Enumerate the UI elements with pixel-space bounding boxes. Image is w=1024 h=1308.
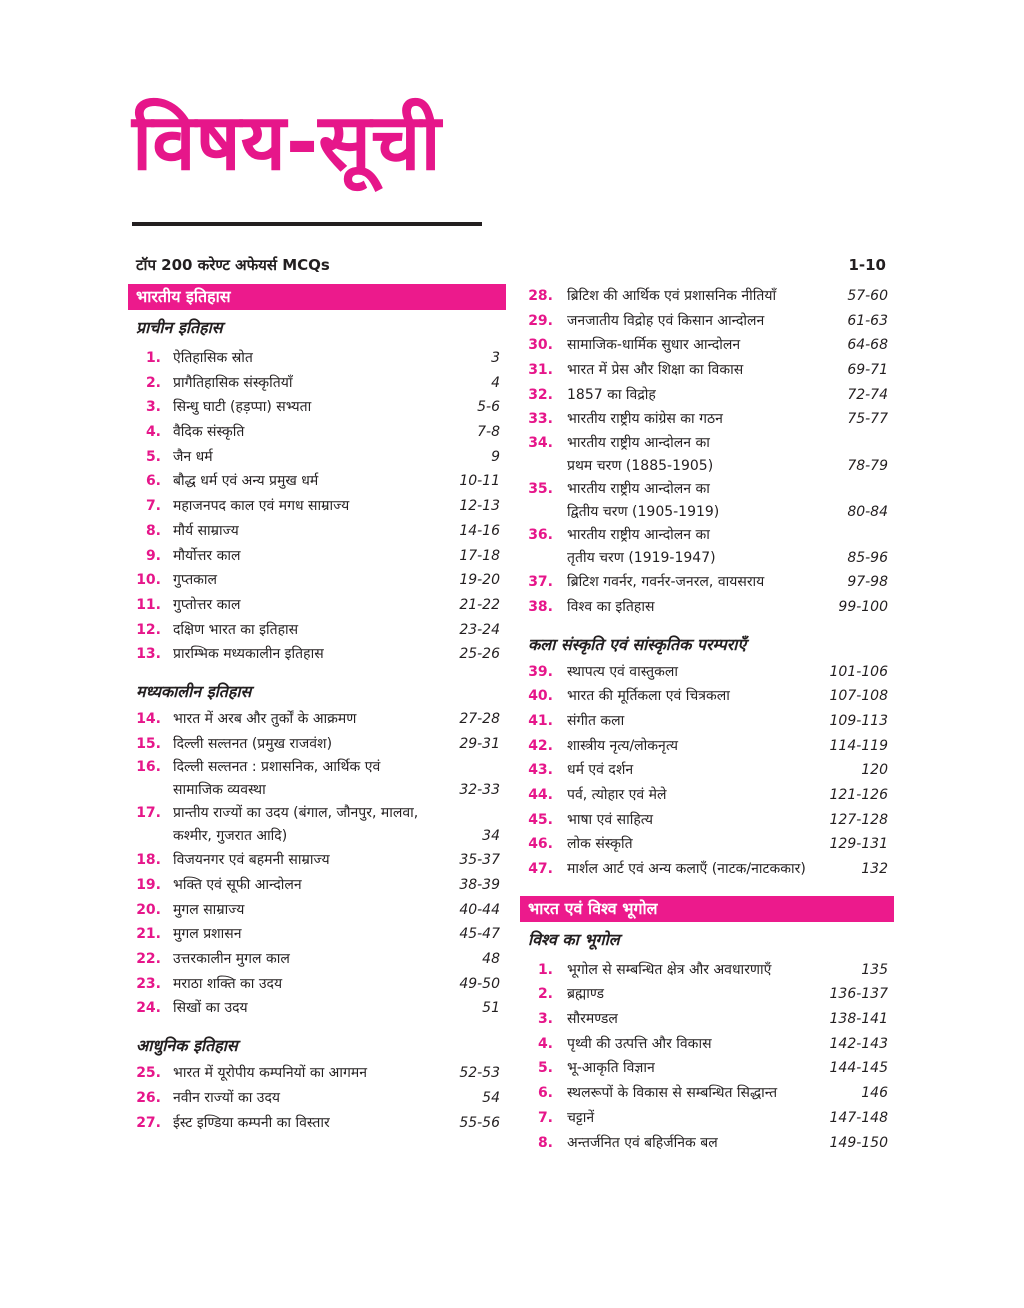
entry-pages: 51 xyxy=(482,1000,500,1017)
entry-pages: 14-16 xyxy=(459,522,500,539)
entry-number: 4. xyxy=(145,424,161,441)
entry-pages: 136-137 xyxy=(829,986,888,1003)
toc-entry xyxy=(128,732,506,757)
entry-number: 33. xyxy=(528,411,553,428)
entry-number: 16. xyxy=(136,759,161,776)
entry-pages: 12-13 xyxy=(459,498,500,515)
entry-pages: 101-106 xyxy=(829,663,888,680)
entry-pages: 107-108 xyxy=(829,688,888,705)
entry-pages: 34 xyxy=(482,828,500,845)
entry-list-culture xyxy=(520,660,894,882)
entry-list-modern-continued xyxy=(520,284,894,620)
entry-number: 24. xyxy=(136,1000,161,1017)
section-bar-geography: भारत एवं विश्व भूगोल xyxy=(520,896,894,922)
entry-title: भारत में प्रेस और शिक्षा का विकास xyxy=(567,362,744,379)
entry-pages: 99-100 xyxy=(838,598,888,615)
entry-number: 22. xyxy=(136,951,161,968)
group-heading-ancient: प्राचीन इतिहास xyxy=(136,318,223,337)
entry-pages: 21-22 xyxy=(459,596,500,613)
toc-entry xyxy=(128,618,506,643)
entry-pages: 48 xyxy=(482,951,500,968)
entry-number: 1. xyxy=(145,350,161,366)
entry-pages: 45-47 xyxy=(459,926,500,943)
entry-pages: 7-8 xyxy=(477,424,500,441)
entry-title: चट्टानें xyxy=(567,1109,595,1126)
group-heading-world-geography: विश्व का भूगोल xyxy=(528,929,620,949)
entry-number: 6. xyxy=(537,1085,553,1102)
entry-number: 6. xyxy=(145,473,161,490)
title-underline xyxy=(132,222,482,226)
entry-number: 30. xyxy=(528,337,553,354)
entry-title: भक्ति एवं सूफी आन्दोलन xyxy=(173,877,302,893)
entry-number: 7. xyxy=(537,1109,553,1126)
toc-entry xyxy=(128,494,506,519)
entry-number: 38. xyxy=(528,598,553,615)
entry-number: 2. xyxy=(537,986,553,1003)
toc-entry xyxy=(128,346,506,371)
entry-number: 40. xyxy=(528,688,553,705)
entry-number: 19. xyxy=(136,877,161,893)
toc-entry xyxy=(520,660,894,685)
entry-pages: 97-98 xyxy=(847,574,888,591)
entry-number: 32. xyxy=(528,386,553,403)
entry-pages: 49-50 xyxy=(459,975,500,992)
toc-entry xyxy=(128,972,506,997)
toc-entry xyxy=(128,519,506,544)
toc-entry xyxy=(128,1086,506,1111)
toc-entry xyxy=(520,432,894,478)
entry-pages: 75-77 xyxy=(847,411,888,428)
entry-pages: 121-126 xyxy=(829,786,888,803)
entry-title: बौद्ध धर्म एवं अन्य प्रमुख धर्म xyxy=(173,473,319,490)
entry-title: सिखों का उदय xyxy=(173,1000,248,1017)
toc-entry xyxy=(128,568,506,593)
toc-entry xyxy=(128,947,506,972)
entry-title: प्रागैतिहासिक संस्कृतियाँ xyxy=(173,374,293,391)
entry-pages: 80-84 xyxy=(847,504,888,521)
entry-title-continued: सामाजिक व्यवस्था xyxy=(173,782,266,799)
toc-entry xyxy=(520,595,894,620)
entry-number: 3. xyxy=(145,399,161,416)
entry-title: भारत में यूरोपीय कम्पनियों का आगमन xyxy=(173,1065,367,1082)
entry-number: 13. xyxy=(136,646,161,663)
entry-title: उत्तरकालीन मुगल काल xyxy=(173,951,290,968)
toc-entry xyxy=(520,734,894,759)
entry-pages: 78-79 xyxy=(847,458,888,475)
entry-title: ऐतिहासिक स्रोत xyxy=(173,350,253,366)
entry-pages: 85-96 xyxy=(847,550,888,567)
entry-pages: 144-145 xyxy=(829,1060,888,1077)
entry-title: ईस्ट इण्डिया कम्पनी का विस्तार xyxy=(173,1114,330,1131)
left-column xyxy=(128,284,506,1135)
toc-entry xyxy=(520,358,894,383)
toc-entry xyxy=(520,1056,894,1081)
toc-entry xyxy=(128,371,506,396)
entry-title: जैन धर्म xyxy=(173,448,213,465)
entry-pages: 57-60 xyxy=(847,288,888,304)
entry-number: 25. xyxy=(136,1065,161,1082)
entry-title: 1857 का विद्रोह xyxy=(567,386,656,403)
entry-list-medieval xyxy=(128,707,506,1021)
toc-entry xyxy=(520,1081,894,1106)
toc-entry xyxy=(128,593,506,618)
entry-title: महाजनपद काल एवं मगध साम्राज्य xyxy=(173,498,350,515)
entry-number: 36. xyxy=(528,527,553,544)
entry-pages: 61-63 xyxy=(847,312,888,329)
group-heading-culture: कला संस्कृति एवं सांस्कृतिक परम्पराएँ xyxy=(528,634,747,654)
entry-title: सिन्धु घाटी (हड़प्पा) सभ्यता xyxy=(173,399,312,416)
toc-entry xyxy=(520,284,894,309)
toc-entry xyxy=(128,873,506,898)
entry-number: 10. xyxy=(136,572,161,589)
top-item-pages: 1-10 xyxy=(848,256,886,274)
entry-title-continued: प्रथम चरण (1885-1905) xyxy=(567,458,714,475)
entry-title: मुगल साम्राज्य xyxy=(173,901,245,918)
entry-title-continued: तृतीय चरण (1919-1947) xyxy=(567,550,716,567)
entry-title: दिल्ली सल्तनत : प्रशासनिक, आर्थिक एवं xyxy=(173,759,381,776)
entry-title: वैदिक संस्कृति xyxy=(173,424,245,441)
entry-pages: 55-56 xyxy=(459,1114,500,1131)
entry-title: जनजातीय विद्रोह एवं किसान आन्दोलन xyxy=(567,312,765,329)
entry-title: भारत में अरब और तुर्कों के आक्रमण xyxy=(173,710,357,727)
toc-entry xyxy=(520,407,894,432)
entry-pages: 72-74 xyxy=(847,386,888,403)
entry-number: 17. xyxy=(136,805,161,822)
entry-title: गुप्तकाल xyxy=(173,572,218,589)
entry-title: दिल्ली सल्तनत (प्रमुख राजवंश) xyxy=(173,735,333,752)
entry-title: ब्रह्माण्ड xyxy=(567,986,604,1003)
toc-entry xyxy=(520,333,894,358)
entry-list-ancient xyxy=(128,346,506,667)
entry-title: भू-आकृति विज्ञान xyxy=(567,1060,655,1077)
entry-number: 37. xyxy=(528,574,553,591)
toc-entry xyxy=(128,445,506,470)
entry-number: 41. xyxy=(528,712,553,729)
entry-title: मौर्य साम्राज्य xyxy=(173,522,239,539)
page-title: विषय-सूची xyxy=(132,98,441,188)
toc-entry xyxy=(520,832,894,857)
toc-entry xyxy=(128,898,506,923)
entry-pages: 10-11 xyxy=(459,473,500,490)
entry-title: विश्व का इतिहास xyxy=(567,598,655,615)
entry-number: 9. xyxy=(145,547,161,564)
entry-pages: 5-6 xyxy=(477,399,500,416)
entry-number: 42. xyxy=(528,737,553,754)
entry-number: 15. xyxy=(136,735,161,752)
entry-pages: 147-148 xyxy=(829,1109,888,1126)
entry-number: 28. xyxy=(528,288,553,304)
entry-title: प्रान्तीय राज्यों का उदय (बंगाल, जौनपुर, मालवा, xyxy=(173,805,419,822)
entry-number: 44. xyxy=(528,786,553,803)
toc-entry xyxy=(128,642,506,667)
entry-number: 11. xyxy=(136,596,161,613)
entry-pages: 149-150 xyxy=(829,1134,888,1151)
toc-entry xyxy=(520,309,894,334)
entry-pages: 40-44 xyxy=(459,901,500,918)
entry-title: लोक संस्कृति xyxy=(567,836,633,853)
entry-title: मराठा शक्ति का उदय xyxy=(173,975,283,992)
entry-title: ब्रिटिश की आर्थिक एवं प्रशासनिक नीतियाँ xyxy=(567,288,777,304)
entry-number: 47. xyxy=(528,861,553,877)
entry-number: 27. xyxy=(136,1114,161,1131)
entry-pages: 142-143 xyxy=(829,1035,888,1052)
entry-pages: 52-53 xyxy=(459,1065,500,1082)
entry-list-modern xyxy=(128,1061,506,1135)
entry-number: 21. xyxy=(136,926,161,943)
entry-title: दक्षिण भारत का इतिहास xyxy=(173,621,299,638)
entry-number: 8. xyxy=(537,1134,553,1151)
right-column xyxy=(520,284,894,1155)
entry-number: 14. xyxy=(136,710,161,727)
toc-entry xyxy=(520,684,894,709)
toc-entry xyxy=(128,420,506,445)
entry-pages: 35-37 xyxy=(459,852,500,869)
entry-title: भाषा एवं साहित्य xyxy=(567,811,653,828)
toc-entry xyxy=(128,756,506,802)
toc-entry xyxy=(520,1131,894,1156)
entry-number: 18. xyxy=(136,852,161,869)
toc-entry xyxy=(520,383,894,408)
toc-entry xyxy=(520,524,894,570)
entry-pages: 17-18 xyxy=(459,547,500,564)
entry-number: 8. xyxy=(145,522,161,539)
entry-title: भूगोल से सम्बन्धित क्षेत्र और अवधारणाएँ xyxy=(567,961,772,978)
entry-pages: 138-141 xyxy=(829,1011,888,1028)
entry-number: 4. xyxy=(537,1035,553,1052)
entry-number: 5. xyxy=(537,1060,553,1077)
toc-entry xyxy=(520,1032,894,1057)
entry-pages: 69-71 xyxy=(847,362,888,379)
top-item-label: टॉप 200 करेण्ट अफेयर्स MCQs xyxy=(136,256,330,274)
entry-pages: 64-68 xyxy=(847,337,888,354)
entry-title: सामाजिक-धार्मिक सुधार आन्दोलन xyxy=(567,337,741,354)
entry-title: मौर्योत्तर काल xyxy=(173,547,241,564)
entry-pages: 25-26 xyxy=(459,646,500,663)
entry-number: 29. xyxy=(528,312,553,329)
entry-pages: 23-24 xyxy=(459,621,500,638)
toc-entry xyxy=(128,395,506,420)
entry-number: 7. xyxy=(145,498,161,515)
entry-title: पर्व, त्योहार एवं मेले xyxy=(567,786,667,803)
toc-entry xyxy=(520,982,894,1007)
toc-entry xyxy=(520,783,894,808)
section-bar-history: भारतीय इतिहास xyxy=(128,284,506,310)
entry-number: 3. xyxy=(537,1011,553,1028)
entry-pages: 19-20 xyxy=(459,572,500,589)
entry-pages: 32-33 xyxy=(459,782,500,799)
entry-number: 23. xyxy=(136,975,161,992)
entry-number: 39. xyxy=(528,663,553,680)
entry-pages: 127-128 xyxy=(829,811,888,828)
toc-entry xyxy=(520,758,894,783)
entry-title: स्थलरूपों के विकास से सम्बन्धित सिद्धान्त xyxy=(567,1085,778,1102)
entry-pages: 27-28 xyxy=(459,710,500,727)
entry-title-continued: द्वितीय चरण (1905-1919) xyxy=(567,504,720,521)
entry-pages: 109-113 xyxy=(829,712,888,729)
entry-pages: 135 xyxy=(861,961,888,978)
entry-title: मुगल प्रशासन xyxy=(173,926,242,943)
entry-number: 43. xyxy=(528,762,553,779)
toc-entry xyxy=(128,802,506,848)
entry-number: 45. xyxy=(528,811,553,828)
entry-list-world-geography xyxy=(520,958,894,1156)
entry-number: 35. xyxy=(528,481,553,498)
entry-title: धर्म एवं दर्शन xyxy=(567,762,634,779)
toc-entry xyxy=(128,922,506,947)
toc-entry xyxy=(520,958,894,983)
group-heading-modern: आधुनिक इतिहास xyxy=(136,1036,238,1056)
entry-number: 12. xyxy=(136,621,161,638)
entry-title: भारतीय राष्ट्रीय आन्दोलन का xyxy=(567,527,710,544)
toc-entry xyxy=(520,857,894,882)
toc-entry xyxy=(520,1106,894,1131)
entry-pages: 29-31 xyxy=(459,735,500,752)
entry-title: ब्रिटिश गवर्नर, गवर्नर-जनरल, वायसराय xyxy=(567,574,765,591)
entry-number: 26. xyxy=(136,1089,161,1106)
entry-pages: 9 xyxy=(491,448,500,465)
toc-entry xyxy=(128,469,506,494)
entry-number: 31. xyxy=(528,362,553,379)
entry-pages: 4 xyxy=(491,374,500,391)
entry-title: नवीन राज्यों का उदय xyxy=(173,1089,281,1106)
entry-title: स्थापत्य एवं वास्तुकला xyxy=(567,663,679,680)
entry-number: 20. xyxy=(136,901,161,918)
toc-entry xyxy=(128,1111,506,1136)
entry-title: गुप्तोत्तर काल xyxy=(173,596,241,613)
toc-entry xyxy=(128,996,506,1021)
toc-entry xyxy=(128,707,506,732)
entry-title: भारतीय राष्ट्रीय आन्दोलन का xyxy=(567,435,710,452)
entry-title: प्रारम्भिक मध्यकालीन इतिहास xyxy=(173,646,324,663)
entry-number: 5. xyxy=(145,448,161,465)
entry-pages: 146 xyxy=(861,1085,888,1102)
entry-pages: 38-39 xyxy=(459,877,500,893)
entry-pages: 3 xyxy=(491,350,500,366)
entry-number: 2. xyxy=(145,374,161,391)
group-heading-medieval: मध्यकालीन इतिहास xyxy=(136,681,252,701)
toc-entry xyxy=(128,544,506,569)
toc-entry xyxy=(128,848,506,873)
entry-pages: 132 xyxy=(861,861,888,877)
entry-title: पृथ्वी की उत्पत्ति और विकास xyxy=(567,1035,712,1052)
entry-number: 46. xyxy=(528,836,553,853)
entry-number: 34. xyxy=(528,435,553,452)
entry-title: मार्शल आर्ट एवं अन्य कलाएँ (नाटक/नाटककार) xyxy=(567,861,806,877)
entry-title: सौरमण्डल xyxy=(567,1011,618,1028)
entry-pages: 120 xyxy=(861,762,888,779)
toc-entry xyxy=(520,478,894,524)
toc-entry xyxy=(128,1061,506,1086)
entry-title: शास्त्रीय नृत्य/लोकनृत्य xyxy=(567,737,679,754)
entry-title: विजयनगर एवं बहमनी साम्राज्य xyxy=(173,852,330,869)
toc-entry xyxy=(520,1007,894,1032)
entry-pages: 129-131 xyxy=(829,836,888,853)
entry-number: 1. xyxy=(537,961,553,978)
entry-title: भारतीय राष्ट्रीय आन्दोलन का xyxy=(567,481,710,498)
entry-title: संगीत कला xyxy=(567,712,625,729)
toc-entry xyxy=(520,570,894,595)
toc-entry xyxy=(520,808,894,833)
toc-entry xyxy=(520,709,894,734)
entry-title-continued: कश्मीर, गुजरात आदि) xyxy=(173,828,288,845)
entry-title: भारतीय राष्ट्रीय कांग्रेस का गठन xyxy=(567,411,723,428)
entry-title: अन्तर्जनित एवं बहिर्जनिक बल xyxy=(567,1134,718,1151)
entry-title: भारत की मूर्तिकला एवं चित्रकला xyxy=(567,688,730,705)
entry-pages: 54 xyxy=(482,1089,500,1106)
entry-pages: 114-119 xyxy=(829,737,888,754)
